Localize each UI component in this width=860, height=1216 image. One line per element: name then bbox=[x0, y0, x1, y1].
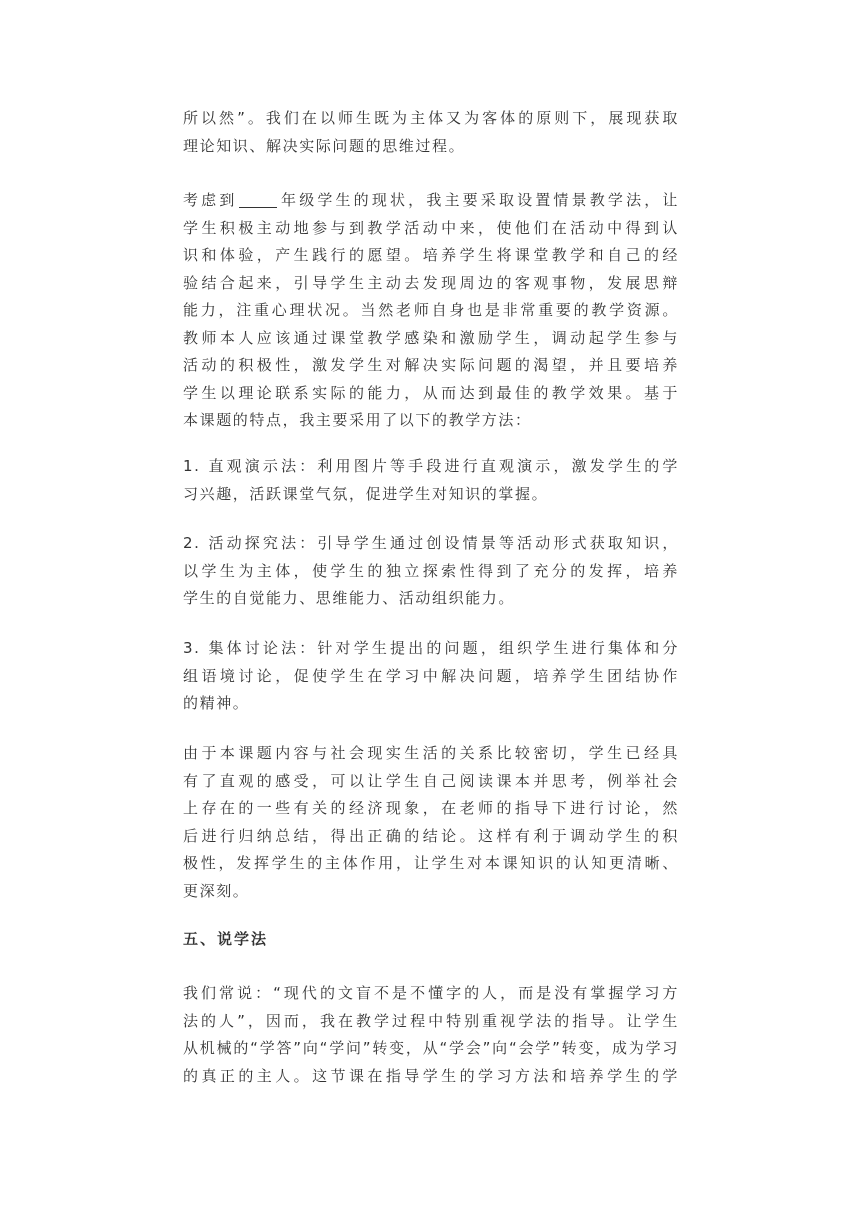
text-line: 本课题的特点，我主要采用了以下的教学方法： bbox=[183, 411, 532, 429]
text-line: 极性，发挥学生的主体作用，让学生对本课知识的认知更清晰、 bbox=[183, 854, 679, 872]
text-line: 所以然”。我们在以师生既为主体又为客体的原则下，展现获取 bbox=[183, 109, 679, 127]
method-item-1 bbox=[183, 453, 679, 508]
method-item-2 bbox=[183, 530, 679, 613]
text-line: 验结合起来，引导学生主动去发现周边的客观事物，发展思辩 bbox=[183, 273, 679, 292]
text-line: 从机械的“学答”向“学问”转变，从“学会”向“会学”转变，成为学习 bbox=[183, 1039, 679, 1057]
text-line: 以学生为主体，使学生的独立探索性得到了充分的发挥，培养 bbox=[183, 561, 679, 580]
text-line: 学生的自觉能力、思维能力、活动组织能力。 bbox=[183, 589, 516, 607]
text-line: 理论知识、解决实际问题的思维过程。 bbox=[183, 136, 466, 155]
text-line: 更深刻。 bbox=[183, 881, 250, 900]
text-segment: 年级学生的现状，我主要采取设置情景教学法，让 bbox=[279, 191, 679, 209]
text-line: 法的人”，因而，我在教学过程中特别重视学法的指导。让学生 bbox=[183, 1011, 679, 1030]
text-line-with-blank bbox=[183, 187, 679, 215]
text-line: 的精神。 bbox=[183, 694, 250, 712]
text-line: 活动的积极性，激发学生对解决实际问题的渴望，并且要培养 bbox=[183, 356, 679, 374]
text-line: 后进行归纳总结，得出正确的结论。这样有利于调动学生的积 bbox=[183, 826, 679, 845]
text-line: 上存在的一些有关的经济现象，在老师的指导下进行讨论，然 bbox=[183, 799, 679, 817]
text-line: 3. 集体讨论法：针对学生提出的问题，组织学生进行集体和分 bbox=[183, 639, 679, 657]
text-line: 组语境讨论，促使学生在学习中解决问题，培养学生团结协作 bbox=[183, 666, 679, 685]
text-line: 学生积极主动地参与到教学活动中来，使他们在活动中得到认 bbox=[183, 218, 679, 237]
text-line: 由于本课题内容与社会现实生活的关系比较密切，学生已经具 bbox=[183, 744, 679, 762]
text-line: 1. 直观演示法：利用图片等手段进行直观演示，激发学生的学 bbox=[183, 457, 679, 475]
fill-in-blank bbox=[239, 192, 277, 208]
paragraph-teaching-method-intro bbox=[183, 187, 679, 435]
text-line: 能力，注重心理状况。当然老师自身也是非常重要的教学资源。 bbox=[183, 301, 679, 319]
section-heading-learning-method: 五、说学法 bbox=[183, 930, 269, 948]
text-line: 的真正的主人。这节课在指导学生的学习方法和培养学生的学 bbox=[183, 1066, 679, 1085]
paragraph-intro-continuation bbox=[183, 105, 679, 160]
text-line: 教师本人应该通过课堂教学感染和激励学生，调动起学生参与 bbox=[183, 328, 679, 347]
text-line: 我们常说：“现代的文盲不是不懂字的人，而是没有掌握学习方 bbox=[183, 984, 679, 1002]
text-line: 识和体验，产生践行的愿望。培养学生将课堂教学和自己的经 bbox=[183, 246, 679, 264]
text-line: 学生以理论联系实际的能力，从而达到最佳的教学效果。基于 bbox=[183, 383, 679, 402]
text-line: 习兴趣，活跃课堂气氛，促进学生对知识的掌握。 bbox=[183, 484, 549, 503]
text-segment: 考虑到 bbox=[183, 191, 238, 209]
method-item-3 bbox=[183, 635, 679, 718]
paragraph-learning-method bbox=[183, 980, 679, 1090]
paragraph-method-application bbox=[183, 740, 679, 905]
text-line: 2. 活动探究法：引导学生通过创设情景等活动形式获取知识， bbox=[183, 534, 679, 552]
text-line: 有了直观的感受，可以让学生自己阅读课本并思考，例举社会 bbox=[183, 771, 679, 790]
